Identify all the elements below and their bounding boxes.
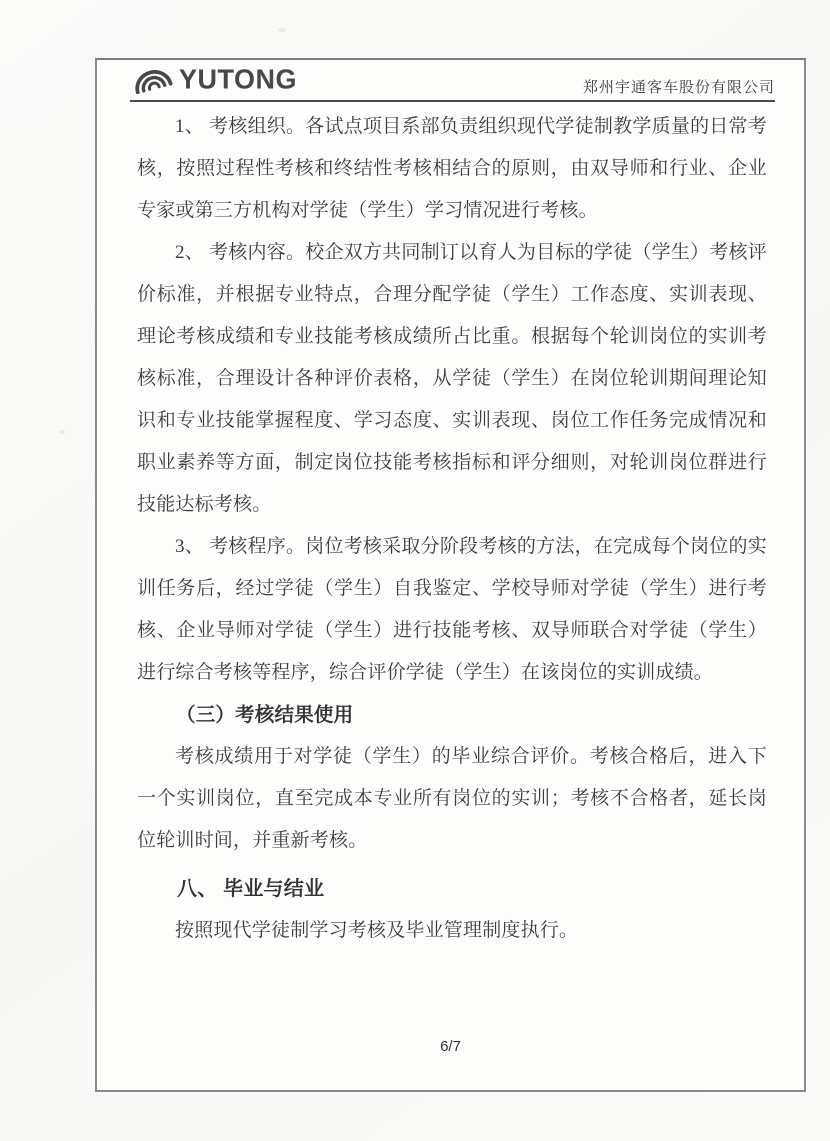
heading-graduation-section: 八、 毕业与结业 xyxy=(177,878,325,900)
paragraph-assessment-content: 2、 考核内容。校企双方共同制订以育人为目标的学徒（学生）考核评价标准，并根据专业特点，合理分配学徒（学生）工作态度、实训表现、理论考核成绩和专业技能考核成绩所占比重。根据每个轮训岗位的实训考核标准，合理设计各种评价表格，从学徒（学生）在岗位轮训期间理论知识和专业技能掌握程度、学习态度、实训表现、岗位工作任务完成情况和职业素养等方面，制定岗位技能考核指标和评分细则，对轮训岗位群进行技能达标考核。 xyxy=(137,242,767,515)
company-logo xyxy=(130,60,297,100)
paragraph-graduation: 按照现代学徒制学习考核及毕业管理制度执行。 xyxy=(175,920,579,941)
company-name: 郑州宇通客车股份有限公司 xyxy=(582,80,775,96)
logo-wordmark: YUTONG xyxy=(179,63,298,95)
scan-speck xyxy=(278,28,286,32)
page-number: 6/7 xyxy=(440,1038,461,1055)
heading-assessment-result-use: （三）考核结果使用 xyxy=(176,704,354,726)
document-page xyxy=(95,58,806,1092)
page-header xyxy=(130,62,775,102)
document-body xyxy=(137,106,767,952)
paragraph-assessment-result-use: 考核成绩用于对学徒（学生）的毕业综合评价。考核合格后，进入下一个实训岗位，直至完成本专业所有岗位的实训；考核不合格者，延长岗位轮训时间，并重新考核。 xyxy=(137,746,767,851)
paragraph-assessment-procedure: 3、 考核程序。岗位考核采取分阶段考核的方法，在完成每个岗位的实训任务后，经过学徒（学生）自我鉴定、学校导师对学徒（学生）进行考核、企业导师对学徒（学生）进行技能考核、双导师联合对学徒（学生）进行综合考核等程序，综合评价学徒（学生）在该岗位的实训成绩。 xyxy=(137,536,767,683)
paragraph-assessment-organization: 1、 考核组织。各试点项目系部负责组织现代学徒制教学质量的日常考核，按照过程性考核和终结性考核相结合的原则，由双导师和行业、企业专家或第三方机构对学徒（学生）学习情况进行考核。 xyxy=(137,116,767,221)
scan-speck xyxy=(60,430,65,434)
yutong-arcs-logo-icon xyxy=(130,60,174,99)
